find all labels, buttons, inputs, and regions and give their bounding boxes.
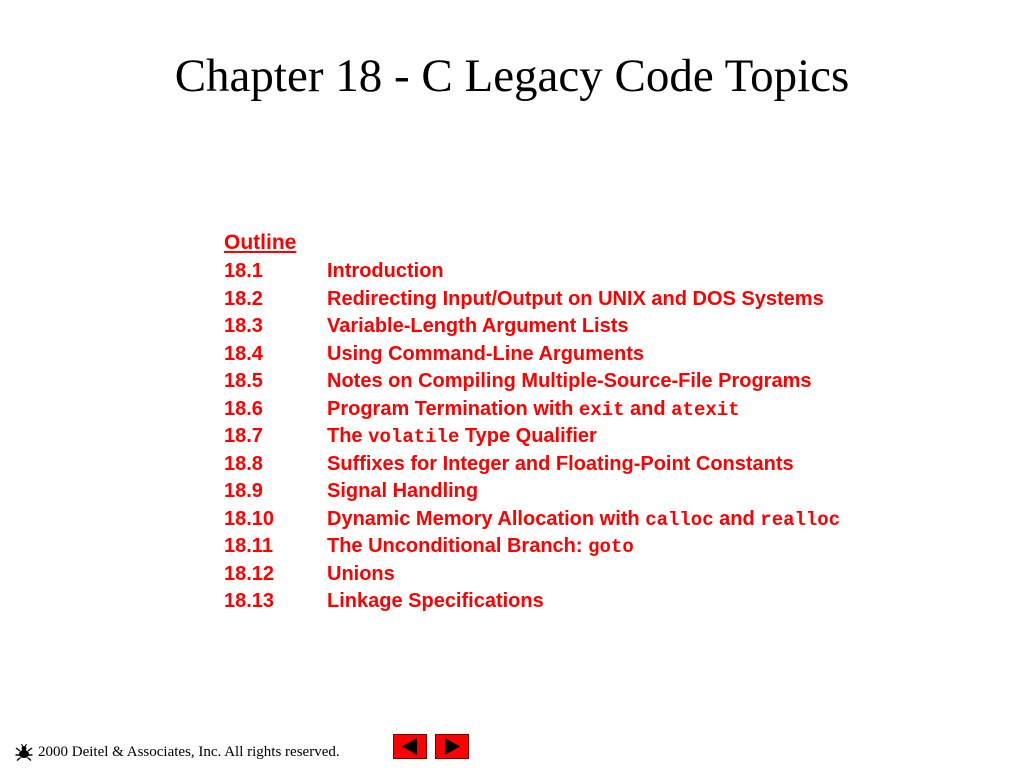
outline-item-title (327, 451, 794, 479)
outline-heading: Outline (224, 231, 297, 254)
outline-item-number: 18.1 (224, 260, 263, 282)
outline-item-number: 18.12 (224, 562, 275, 585)
outline-item (224, 478, 984, 506)
outline-item (224, 588, 984, 616)
outline-item-text: Unions (327, 562, 395, 585)
slide-title: Chapter 18 - C Legacy Code Topics (174, 50, 850, 102)
outline-item-text: and (713, 507, 761, 530)
code-keyword: realloc (760, 508, 841, 531)
outline-item-title (327, 423, 597, 452)
code-keyword: volatile (368, 426, 460, 448)
outline-item-text: Program Termination with (327, 397, 579, 420)
outline-item-text: Introduction (327, 260, 444, 282)
outline-item-text: Redirecting Input/Output on UNIX and DOS Systems (327, 287, 824, 310)
outline-item-text: Variable-Length Argument Lists (327, 315, 629, 337)
outline-item-title (327, 341, 644, 369)
code-keyword: goto (588, 536, 634, 558)
copyright-text: 2000 Deitel & Associates, Inc. All rights reserved. (38, 743, 340, 760)
outline-item (224, 451, 984, 479)
outline-item-title (327, 561, 395, 589)
outline-list (224, 258, 984, 616)
outline-item (224, 506, 984, 534)
outline-item-number: 18.2 (224, 287, 263, 310)
outline-item-title (327, 313, 629, 341)
outline-item-number: 18.10 (224, 507, 275, 530)
outline-item-text: Using Command-Line Arguments (327, 342, 645, 365)
next-slide-button[interactable] (435, 734, 469, 759)
outline-item-title (327, 506, 840, 535)
outline-item-title (327, 533, 634, 562)
outline-item-text: Linkage Specifications (327, 590, 544, 612)
outline-item-number: 18.8 (224, 452, 263, 475)
outline-item (224, 368, 984, 396)
outline-item-text: Dynamic Memory Allocation with (327, 507, 646, 530)
deitel-bug-icon (14, 742, 34, 762)
outline-item (224, 341, 984, 369)
outline-item (224, 561, 984, 589)
outline-item-text: The Unconditional Branch: (327, 535, 589, 557)
outline-item-text: Suffixes for Integer and Floating-Point Constants (327, 452, 794, 475)
outline-item-title (327, 258, 444, 286)
outline-item-number: 18.4 (224, 342, 263, 365)
outline-item (224, 423, 984, 451)
outline-item-title (327, 396, 740, 425)
outline-item-number: 18.5 (224, 370, 263, 392)
arrow-right-icon (436, 735, 468, 758)
outline-item-number: 18.6 (224, 397, 263, 420)
outline-item-text: Notes on Compiling Multiple-Source-File Programs (327, 370, 812, 392)
outline-item-title (327, 478, 478, 506)
outline-item-number: 18.3 (224, 315, 263, 337)
outline-item-number: 18.7 (224, 425, 263, 447)
arrow-left-icon (394, 735, 426, 758)
previous-slide-button[interactable] (393, 734, 427, 759)
outline (224, 228, 984, 616)
outline-item (224, 533, 984, 561)
code-keyword: calloc (645, 508, 714, 531)
outline-item (224, 313, 984, 341)
outline-item-title (327, 588, 544, 616)
outline-item (224, 258, 984, 286)
outline-item-title (327, 286, 824, 314)
outline-item-number: 18.9 (224, 480, 263, 502)
outline-item-text: and (624, 397, 672, 420)
outline-item-number: 18.13 (224, 590, 275, 612)
outline-item-number: 18.11 (224, 535, 273, 557)
outline-item (224, 286, 984, 314)
outline-item (224, 396, 984, 424)
code-keyword: atexit (671, 398, 740, 421)
footer (14, 740, 340, 764)
outline-item-title (327, 368, 811, 396)
code-keyword: exit (578, 398, 625, 421)
outline-item-text: The (327, 425, 369, 447)
outline-item-text: Signal Handling (327, 480, 479, 502)
outline-item-text: Type Qualifier (459, 425, 597, 447)
